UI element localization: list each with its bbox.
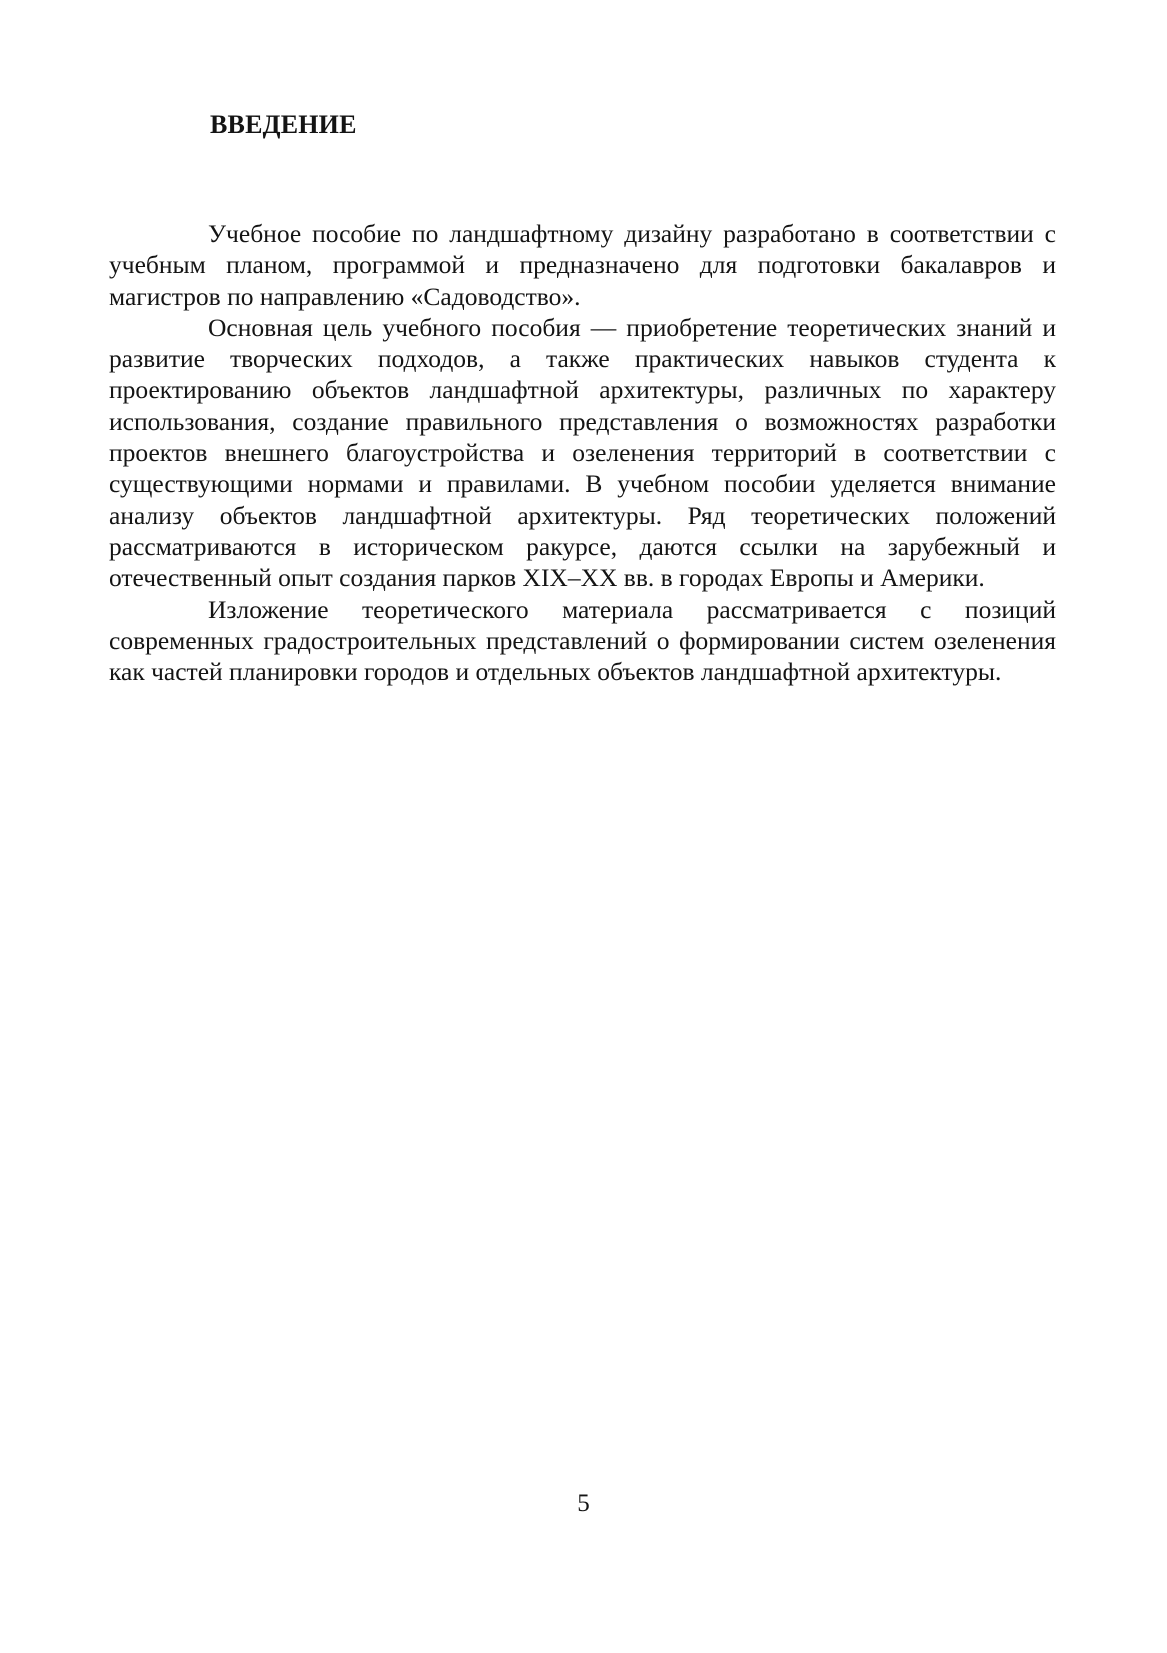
page-number: 5 bbox=[577, 1490, 590, 1517]
paragraph-purpose: Учебное пособие по ландшафтному дизайну разработано в соответствии с учебным планом, программой и предназначено для подготовки бакалавров и магистров по направлению «Садоводство». bbox=[109, 219, 1056, 311]
paragraph-approach: Изложение теоретического материала рассматривается с позиций современных градостроительных представлений о формировании систем озеленения как частей планировки городов и отдельных объектов ландшафтной архитектуры. bbox=[109, 594, 1056, 687]
paragraph-goal: Основная цель учебного пособия — приобретение теоретических знаний и развитие творческих подходов, а также практических навыков студента к проектированию объектов ландшафтной архитектуры, различных по характеру использования, создание правильного представления о возможностях разработки проектов внешнего благоустройства и озеленения территорий в соответствии с существующими нормами и правилами. В учебном пособии уделяется внимание анализу объектов ландшафтной архитектуры. Ряд теоретических положений рассматриваются в историческом ракурсе, даются ссылки на зарубежный и отечественный опыт создания парков XIX–XX вв. в городах Европы и Америки. bbox=[109, 312, 1056, 593]
body-text bbox=[109, 218, 1056, 687]
page-title: ВВЕДЕНИЕ bbox=[210, 110, 357, 139]
